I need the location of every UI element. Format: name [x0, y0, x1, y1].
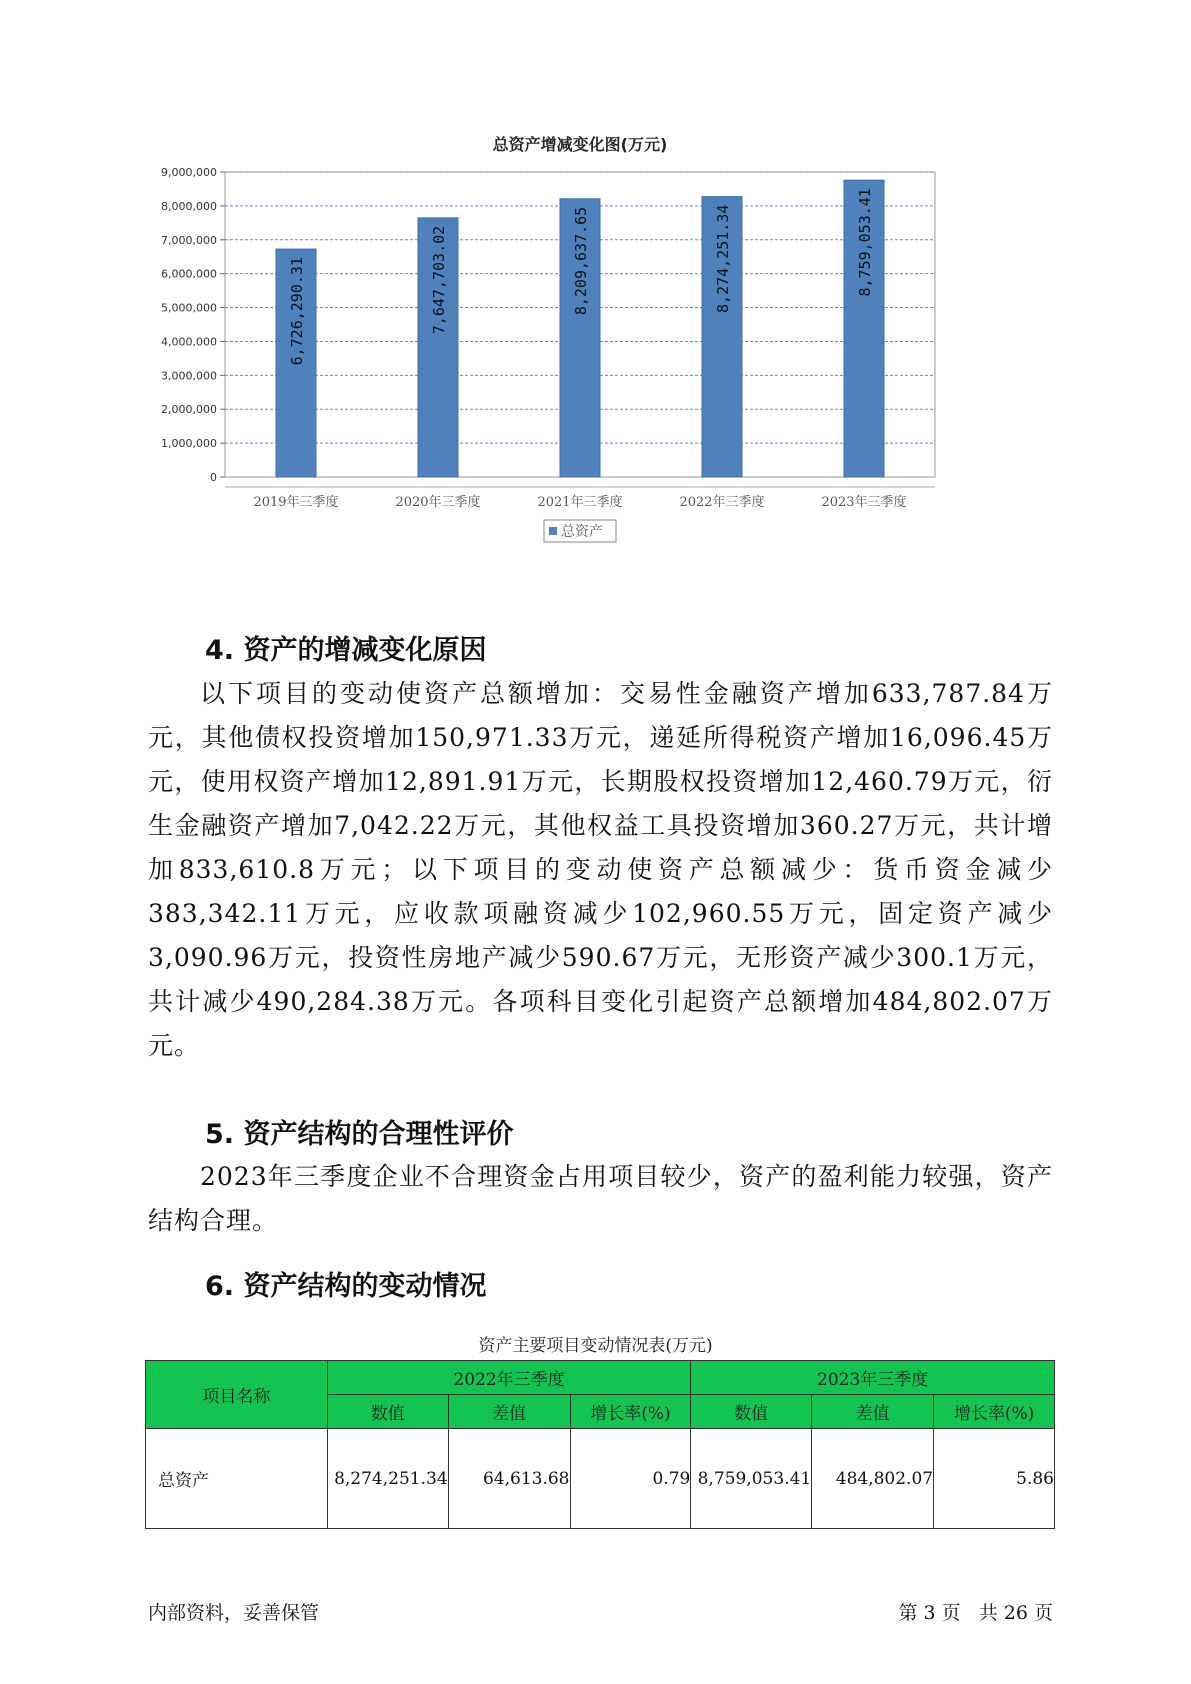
y-tick-label: 0 — [210, 471, 217, 484]
x-tick-label: 2021年三季度 — [537, 495, 623, 510]
y-tick-label: 6,000,000 — [161, 267, 217, 281]
y-tick-label: 3,000,000 — [161, 369, 217, 383]
header-period-2023: 2023年三季度 — [691, 1361, 1055, 1395]
row-name: 总资产 — [146, 1429, 328, 1529]
x-tick-label: 2020年三季度 — [395, 495, 481, 510]
y-tick-label: 8,000,000 — [161, 199, 217, 213]
total-assets-chart — [150, 130, 1030, 600]
bar-data-label: 8,274,251.34 — [714, 204, 732, 313]
footer-confidential-note: 内部资料，妥善保管 — [148, 1602, 320, 1624]
y-tick-label: 5,000,000 — [161, 301, 217, 315]
table-row — [146, 1429, 1055, 1529]
cell-2022-growth: 0.79 — [570, 1429, 691, 1529]
cell-2023-diff: 484,802.07 — [812, 1429, 934, 1529]
chart-title: 总资产增减变化图(万元) — [492, 135, 668, 154]
section-4-body: 以下项目的变动使资产总额增加：交易性金融资产增加633,787.84万元，其他债权投资增加150,971.33万元，递延所得税资产增加16,096.45万元，使用权资产增加12,891.91万元，长期股权投资增加12,460.79万元，衍生金融资产增加7,042.22万元，其他权益工具投资增加360.27万元，共计增加833,610.8万元；以下项目的变动使资产总额减少：货币资金减少383,342.11万元，应收款项融资减少102,960.55万元，固定资产减少3,090.96万元，投资性房地产减少590.67万元，无形资产减少300.1万元，共计减少490,284.38万元。各项科目变化引起资产总额增加484,802.07万元。 — [148, 679, 1053, 1060]
x-tick-label: 2022年三季度 — [679, 495, 765, 510]
legend-label: 总资产 — [561, 524, 603, 540]
x-tick-label: 2019年三季度 — [253, 495, 339, 510]
bar-data-label: 8,209,637.65 — [572, 206, 590, 316]
bar-data-label: 8,759,053.41 — [856, 188, 874, 297]
y-tick-label: 9,000,000 — [161, 166, 217, 179]
cell-2023-value: 8,759,053.41 — [691, 1429, 812, 1529]
y-tick-label: 7,000,000 — [161, 233, 217, 247]
subheader-diff: 差值 — [448, 1395, 570, 1429]
cell-2022-value: 8,274,251.34 — [327, 1429, 448, 1529]
y-tick-label: 2,000,000 — [161, 403, 217, 417]
table-title: 资产主要项目变动情况表(万元) — [478, 1336, 713, 1356]
subheader-diff: 差值 — [812, 1395, 934, 1429]
subheader-value: 数值 — [327, 1395, 448, 1429]
subheader-value: 数值 — [691, 1395, 812, 1429]
y-tick-label: 4,000,000 — [161, 335, 217, 349]
section-5-heading: 5. 资产结构的合理性评价 — [205, 1119, 514, 1150]
header-item-name: 项目名称 — [146, 1361, 328, 1429]
bar-data-label: 7,647,703.02 — [430, 225, 448, 335]
cell-2023-growth: 5.86 — [934, 1429, 1055, 1529]
y-tick-label: 1,000,000 — [161, 437, 217, 451]
section-5-body: 2023年三季度企业不合理资金占用项目较少，资产的盈利能力较强，资产结构合理。 — [148, 1162, 1053, 1235]
assets-change-table — [145, 1360, 1055, 1529]
footer-page-number: 第 3 页 共 26 页 — [898, 1602, 1053, 1624]
subheader-growth: 增长率(%) — [570, 1395, 691, 1429]
section-4-heading: 4. 资产的增减变化原因 — [205, 635, 487, 666]
legend-swatch — [549, 527, 557, 535]
section-6-heading: 6. 资产结构的变动情况 — [205, 1271, 487, 1302]
header-period-2022: 2022年三季度 — [327, 1361, 691, 1395]
bar-data-label: 6,726,290.31 — [288, 257, 306, 366]
subheader-growth: 增长率(%) — [934, 1395, 1055, 1429]
total-assets-chart-svg — [150, 130, 1030, 600]
cell-2022-diff: 64,613.68 — [448, 1429, 570, 1529]
x-tick-label: 2023年三季度 — [821, 495, 907, 510]
